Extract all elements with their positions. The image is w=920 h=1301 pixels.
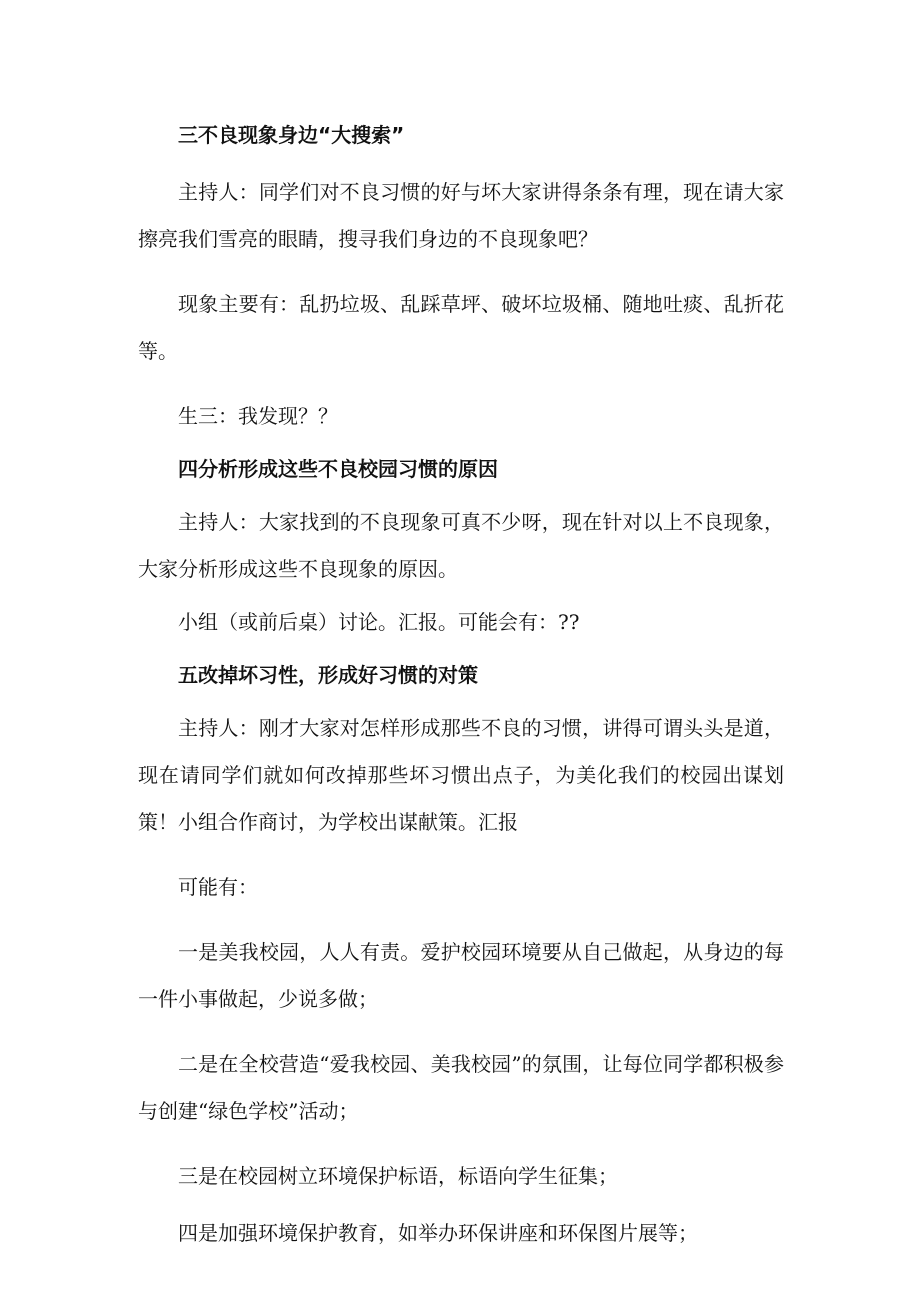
measure-three: 三是在校园树立环境保护标语，标语向学生征集； [178, 1164, 618, 1188]
document-body [138, 112, 784, 1257]
measure-two: 二是在全校营造“爱我校园、美我校园”的氛围，让每位同学都积极参与创建“绿色学校”活动； [138, 1052, 784, 1123]
host-prompt-2: 主持人：大家找到的不良现象可真不少呀，现在针对以上不良现象，大家分析形成这些不良现象的原因。 [138, 510, 784, 581]
section-three-heading: 三不良现象身边“大搜索” [178, 123, 405, 147]
host-prompt-1: 主持人：同学们对不良习惯的好与坏大家讲得条条有理，现在请大家擦亮我们雪亮的眼睛，搜寻我们身边的不良现象吧？ [138, 180, 784, 251]
measure-four: 四是加强环境保护教育，如举办环保讲座和环保图片展等； [178, 1221, 698, 1245]
section-four-heading: 四分析形成这些不良校园习惯的原因 [178, 457, 498, 481]
student-three-line: 生三：我发现？？ [178, 404, 338, 428]
measure-one: 一是美我校园，人人有责。爱护校园环境要从自己做起，从身边的每一件小事做起，少说多做； [138, 940, 784, 1011]
possible-intro: 可能有： [178, 875, 258, 899]
group-discussion-line: 小组（或前后桌）讨论。汇报。可能会有：?? [178, 610, 580, 634]
phenomena-list: 现象主要有：乱扔垃圾、乱踩草坪、破坏垃圾桶、随地吐痰、乱折花等。 [138, 292, 784, 363]
section-five-heading: 五改掉坏习性，形成好习惯的对策 [178, 663, 478, 687]
host-prompt-3: 主持人：刚才大家对怎样形成那些不良的习惯，讲得可谓头头是道，现在请同学们就如何改掉那些坏习惯出点子，为美化我们的校园出谋划策！小组合作商讨，为学校出谋献策。汇报 [138, 716, 784, 834]
